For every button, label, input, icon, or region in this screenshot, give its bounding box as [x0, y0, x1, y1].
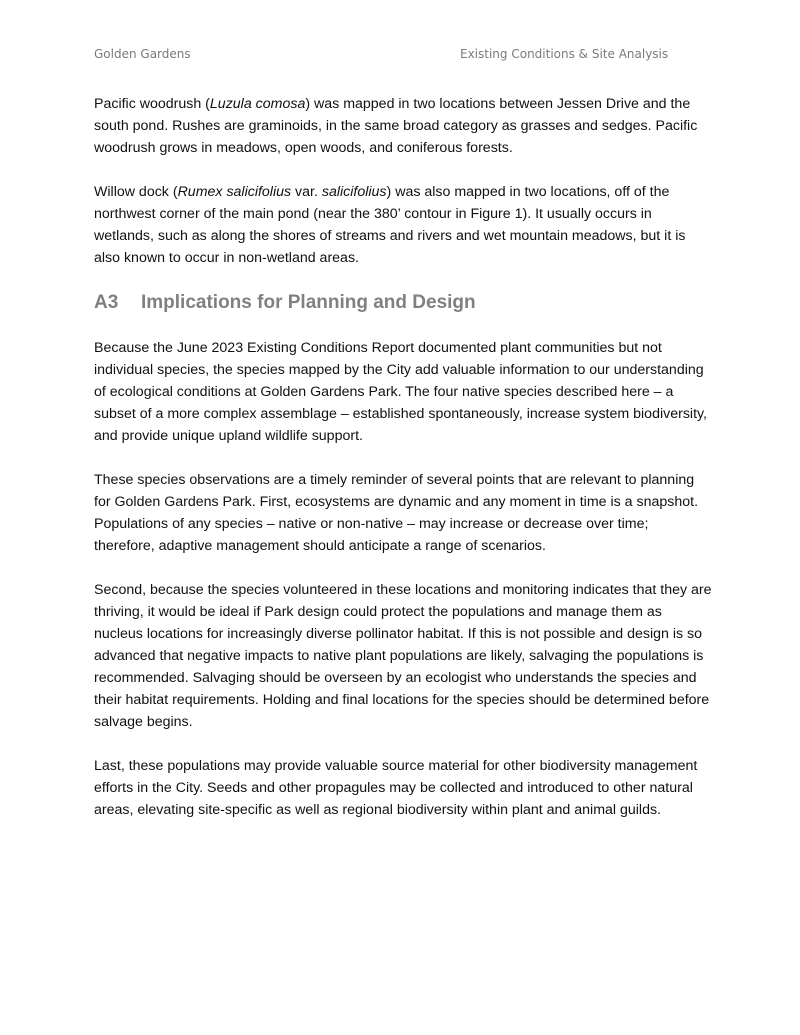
section-title: Implications for Planning and Design: [141, 292, 476, 313]
text-run: ) was mapped in two locations between Jessen Drive and the south pond. Rushes are graminoids, in the same broad category as grasses and sedges. Pacific woodrush grows in meadows, open woods, and coniferous forests.: [94, 96, 698, 156]
running-header: [94, 47, 669, 65]
text-run: Willow dock (: [94, 184, 178, 200]
variety-name: salicifolius: [321, 184, 387, 200]
species-name: Rumex salicifolius: [177, 184, 292, 200]
header-section: Existing Conditions & Site Analysis: [460, 47, 669, 61]
section-heading: [94, 291, 712, 315]
section-number: A3: [94, 292, 119, 313]
text-run: Pacific woodrush (: [94, 96, 210, 112]
paragraph: Because the June 2023 Existing Conditions Report documented plant communities but not individual species, the species mapped by the City add valuable information to our understanding of ecological conditions at Golden Gardens Park. The four native species described here – a subset of a more complex assemblage – established spontaneously, increase system biodiversity, and provide unique upland wildlife support.: [94, 340, 707, 444]
paragraph: Second, because the species volunteered in these locations and monitoring indicates that they are thriving, it would be ideal if Park design could protect the populations and manage them as nucleus locations for increasingly diverse pollinator habitat. If this is not possible and design is so advanced that negative impacts to native plant populations are likely, salvaging the populations is recommended. Salvaging should be overseen by an ecologist who understands the species and their habitat requirements. Holding and final locations for the species should be determined before salvage begins.: [94, 582, 712, 730]
header-title: Golden Gardens: [94, 47, 191, 61]
species-name: Luzula comosa: [209, 96, 306, 112]
paragraph-willow-dock: [94, 181, 712, 269]
paragraph: Last, these populations may provide valuable source material for other biodiversity management efforts in the City. Seeds and other propagules may be collected and introduced to other natural areas, elevating site-specific as well as regional biodiversity within plant and animal guilds.: [94, 758, 698, 818]
paragraph-woodrush: [94, 93, 712, 159]
text-run: var.: [291, 184, 322, 200]
paragraph: These species observations are a timely reminder of several points that are relevant to planning for Golden Gardens Park. First, ecosystems are dynamic and any moment in time is a snapshot. Populations of any species – native or non-native – may increase or decrease over time; therefore, adaptive management should anticipate a range of scenarios.: [94, 472, 699, 554]
document-body: [94, 93, 712, 843]
text-run: ) was also mapped in two locations, off of the northwest corner of the main pond (near the 380’ contour in Figure 1). It usually occurs in wetlands, such as along the shores of streams and rivers and wet mountain meadows, but it is also known to occur in non-wetland areas.: [94, 184, 686, 266]
